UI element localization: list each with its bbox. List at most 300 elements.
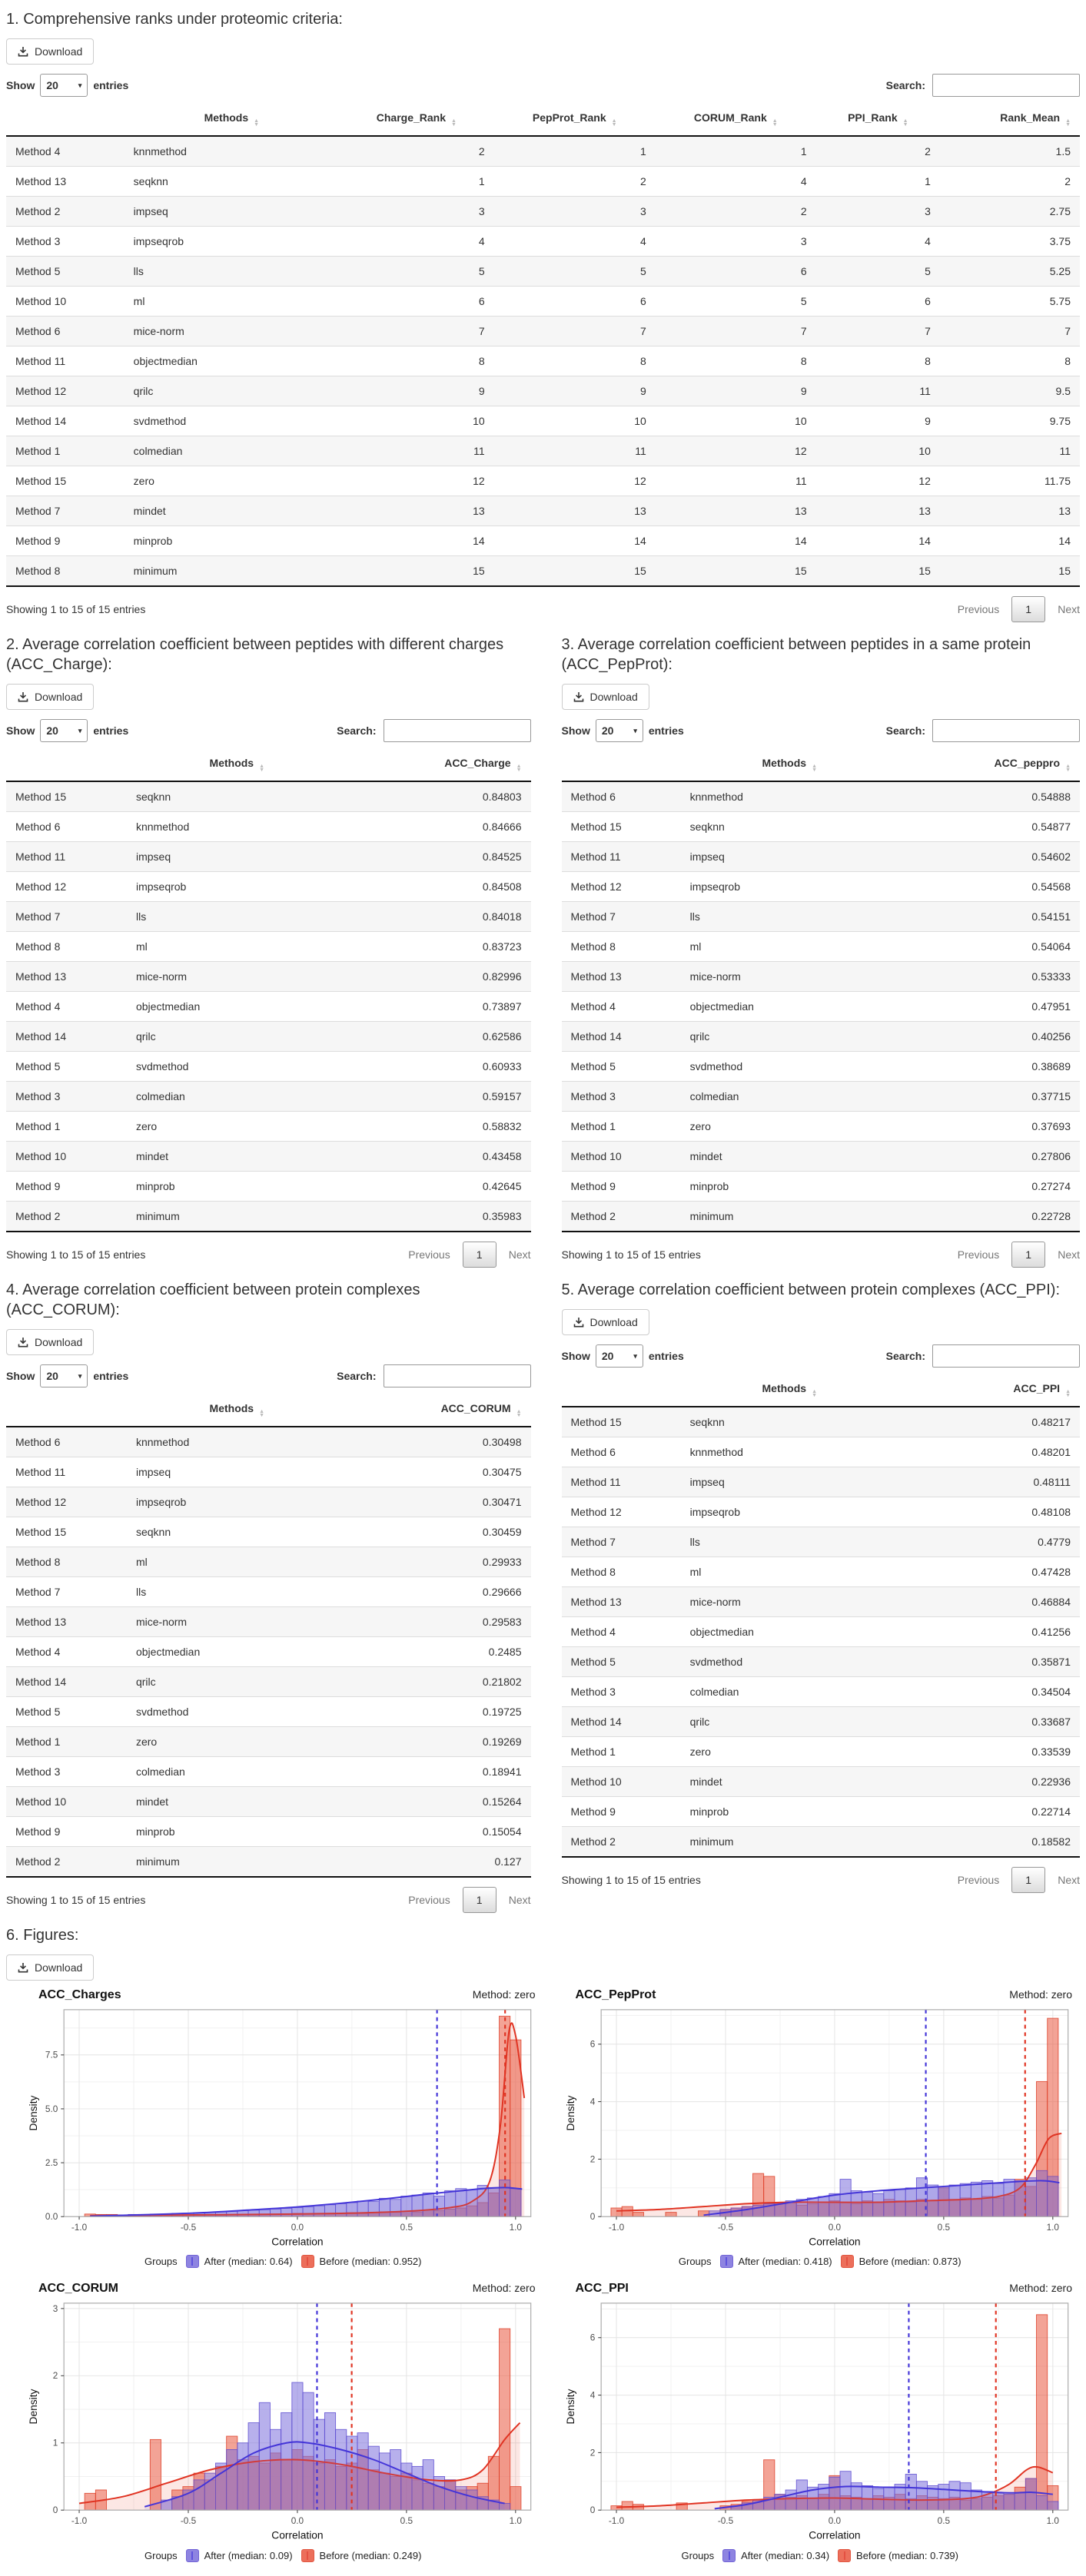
search-label: Search:: [885, 79, 925, 91]
row-label: Method 4: [6, 992, 127, 1022]
y-axis-label: Density: [564, 2389, 576, 2425]
sort-icon: ▲ ▼: [516, 764, 522, 773]
legend-label: Before (median: 0.249): [319, 2549, 422, 2561]
table-row: [562, 1467, 1081, 1497]
method-name: mindet: [681, 1142, 898, 1172]
legend-item: [841, 2255, 961, 2268]
svg-text:0.0: 0.0: [828, 2222, 841, 2233]
next-button[interactable]: Next: [508, 1894, 531, 1906]
row-label: Method 4: [6, 1637, 127, 1667]
column-header-corum_rank[interactable]: CORUM_Rank ▲ ▼: [656, 103, 816, 136]
search-input-acc-charge[interactable]: [384, 719, 531, 742]
svg-text:0.5: 0.5: [937, 2222, 950, 2233]
show-label: Show: [6, 724, 35, 737]
column-header-methods[interactable]: Methods ▲ ▼: [127, 748, 347, 781]
method-name: zero: [681, 1737, 898, 1767]
value-cell: 0.4779: [898, 1527, 1080, 1557]
legend-swatch: [301, 2255, 314, 2268]
row-label: Method 14: [6, 1667, 127, 1697]
row-label: Method 8: [6, 556, 125, 587]
method-name: qrilc: [681, 1022, 898, 1052]
svg-text:1.0: 1.0: [509, 2222, 523, 2233]
method-name: objectmedian: [127, 1637, 347, 1667]
table-row: [6, 1172, 531, 1202]
column-header-acc_corum[interactable]: ACC_CORUM ▲ ▼: [347, 1394, 531, 1427]
table-row: [562, 1827, 1081, 1858]
table-row: [562, 1052, 1081, 1082]
svg-text:-1.0: -1.0: [608, 2222, 624, 2233]
table-footer: [6, 1887, 531, 1913]
table-row: [6, 376, 1080, 406]
value-cell: 0.30475: [347, 1457, 531, 1487]
value-cell: 0.37715: [898, 1082, 1080, 1112]
column-header-methods[interactable]: Methods ▲ ▼: [125, 103, 339, 136]
method-name: zero: [125, 466, 339, 496]
search-label: Search:: [337, 1370, 377, 1382]
table-row: [6, 1667, 531, 1697]
svg-text:-1.0: -1.0: [71, 2516, 88, 2527]
table-row: [6, 496, 1080, 526]
method-name: minimum: [681, 1202, 898, 1232]
row-label: Method 11: [562, 1467, 681, 1497]
table-row: [6, 1787, 531, 1817]
entries-length-control: [562, 719, 684, 742]
value-cell: 0.29666: [347, 1577, 531, 1607]
search-control: [886, 1344, 1080, 1368]
page-1-button[interactable]: 1: [1011, 596, 1045, 622]
row-label: Method 2: [6, 1202, 127, 1232]
method-name: impseq: [127, 842, 347, 872]
table-row: [6, 872, 531, 902]
row-label: Method 5: [562, 1647, 681, 1677]
legend-item: [301, 2549, 422, 2562]
download-button-acc-ppi[interactable]: [562, 1309, 649, 1335]
svg-text:2: 2: [52, 2371, 58, 2382]
page-1-button[interactable]: 1: [463, 1887, 497, 1913]
download-button-acc-charge[interactable]: [6, 684, 94, 710]
value-cell: 12: [816, 466, 940, 496]
sort-icon: ▲ ▼: [1065, 118, 1071, 128]
value-cell: 0.19725: [347, 1697, 531, 1727]
legend-label: Before (median: 0.873): [859, 2256, 961, 2268]
table-row: [562, 1202, 1081, 1232]
table-row: [6, 1607, 531, 1637]
chart-legend: [26, 2255, 540, 2268]
svg-text:0: 0: [589, 2505, 595, 2516]
row-label: Method 6: [562, 1437, 681, 1467]
value-cell: 9: [656, 376, 816, 406]
row-label-header: [6, 748, 127, 781]
legend-item: [186, 2255, 293, 2268]
column-header-ppi_rank[interactable]: PPI_Rank ▲ ▼: [816, 103, 940, 136]
value-cell: 1: [816, 167, 940, 197]
row-label: Method 15: [6, 1517, 127, 1547]
value-cell: 0.19269: [347, 1727, 531, 1757]
legend-title: Groups: [681, 2549, 715, 2561]
table-row: [6, 466, 1080, 496]
entries-label: entries: [648, 1350, 684, 1362]
sort-icon: ▲ ▼: [812, 764, 818, 773]
entries-length-control: [6, 719, 128, 742]
legend-swatch: [722, 2549, 736, 2562]
sort-icon: ▲ ▼: [772, 118, 778, 128]
section-title-figures: 6. Figures:: [6, 1927, 79, 1944]
column-header-acc_ppi[interactable]: ACC_PPI ▲ ▼: [898, 1374, 1080, 1407]
row-label: Method 12: [562, 1497, 681, 1527]
sort-icon: ▲ ▼: [516, 1409, 522, 1418]
table-row: [562, 1112, 1081, 1142]
method-name: impseqrob: [127, 1487, 347, 1517]
search-label: Search:: [885, 724, 925, 737]
entries-select-acc-charge[interactable]: [40, 719, 88, 742]
table-row: [6, 1817, 531, 1847]
value-cell: 14: [494, 526, 656, 556]
download-button-ranks[interactable]: [6, 38, 94, 65]
show-label: Show: [6, 79, 35, 91]
row-label: Method 13: [6, 167, 125, 197]
table-row: [6, 1697, 531, 1727]
table-row: [6, 346, 1080, 376]
acc-pepprot-table: [562, 748, 1081, 1232]
value-cell: 0.21802: [347, 1667, 531, 1697]
next-button[interactable]: Next: [1058, 1874, 1080, 1886]
row-label: Method 12: [6, 1487, 127, 1517]
section-title-ranks: 1. Comprehensive ranks under proteomic criteria:: [6, 11, 343, 28]
ranks-table: [6, 103, 1080, 587]
show-label: Show: [561, 1350, 590, 1362]
table-row: [562, 872, 1081, 902]
page-1-button[interactable]: 1: [1011, 1242, 1045, 1268]
caret-down-icon: ▾: [633, 726, 637, 734]
sort-icon: ▲ ▼: [902, 118, 908, 128]
entries-value: 20: [46, 724, 58, 737]
chart-legend: [563, 2549, 1078, 2562]
column-header-methods[interactable]: Methods ▲ ▼: [127, 1394, 347, 1427]
legend-title: Groups: [144, 2256, 178, 2268]
value-cell: 0.30498: [482, 1436, 522, 1448]
y-axis-label: Density: [27, 2389, 39, 2425]
column-header-methods[interactable]: Methods ▲ ▼: [681, 748, 898, 781]
previous-button[interactable]: Previous: [957, 1874, 1000, 1886]
next-button[interactable]: Next: [1058, 603, 1080, 615]
method-name: zero: [127, 1727, 347, 1757]
value-cell: 0.58832: [347, 1112, 531, 1142]
entries-select-acc-corum[interactable]: [40, 1364, 88, 1387]
row-label: Method 1: [6, 436, 125, 466]
search-control: [337, 719, 530, 742]
table-row: [6, 197, 1080, 227]
row-label: Method 14: [562, 1707, 681, 1737]
value-cell: 0.48201: [898, 1437, 1080, 1467]
method-name: svdmethod: [681, 1647, 898, 1677]
value-cell: 4: [339, 227, 494, 257]
table-row: [562, 1707, 1081, 1737]
value-cell: 0.48108: [898, 1497, 1080, 1527]
pagination: [958, 596, 1080, 622]
value-cell: 9: [494, 376, 656, 406]
pagination: [408, 1887, 530, 1913]
entries-value: 20: [601, 724, 614, 737]
table-row: [562, 842, 1081, 872]
entries-label: entries: [93, 724, 129, 737]
table-row: [562, 1647, 1081, 1677]
legend-swatch: [841, 2255, 854, 2268]
svg-text:0.5: 0.5: [400, 2222, 413, 2233]
row-label: Method 9: [562, 1797, 681, 1827]
value-cell: 0.48217: [1031, 1416, 1071, 1428]
table-row: [562, 812, 1081, 842]
table-controls: [6, 74, 1080, 97]
caret-down-icon: ▾: [78, 81, 82, 89]
method-name: minprob: [125, 526, 339, 556]
svg-text:0.5: 0.5: [937, 2516, 950, 2527]
value-cell: 0.42645: [347, 1172, 531, 1202]
caret-down-icon: ▾: [78, 1371, 82, 1380]
next-button[interactable]: Next: [1058, 1248, 1080, 1261]
method-name: mice-norm: [127, 962, 347, 992]
svg-text:-0.5: -0.5: [180, 2222, 197, 2233]
section-title-acc-charge: 2. Average correlation coefficient between peptides with different charges (ACC_Charge):: [6, 636, 504, 673]
table-row: [6, 1052, 531, 1082]
legend-label: After (median: 0.418): [738, 2256, 832, 2268]
value-cell: 0.22728: [898, 1202, 1080, 1232]
entries-value: 20: [46, 1370, 58, 1382]
page-1-button[interactable]: 1: [463, 1242, 497, 1268]
value-cell: 14: [940, 526, 1080, 556]
table-row: [562, 1617, 1081, 1647]
row-label: Method 14: [562, 1022, 681, 1052]
svg-text:-1.0: -1.0: [71, 2222, 88, 2233]
row-label: Method 8: [6, 1547, 127, 1577]
value-cell: 6: [816, 287, 940, 317]
table-row: [562, 1407, 1081, 1437]
row-label: Method 3: [6, 1082, 127, 1112]
section-acc-ppi: [543, 1272, 1081, 1918]
value-cell: 0.27806: [898, 1142, 1080, 1172]
method-name: impseq: [681, 1467, 898, 1497]
value-cell: 15: [940, 556, 1080, 587]
row-label: Method 14: [6, 406, 125, 436]
svg-text:0.0: 0.0: [828, 2516, 841, 2527]
method-name: colmedian: [125, 436, 339, 466]
search-input-acc-corum[interactable]: [384, 1364, 531, 1387]
table-row: [6, 167, 1080, 197]
sort-icon: ▲ ▼: [812, 1389, 818, 1398]
legend-label: After (median: 0.64): [204, 2256, 293, 2268]
legend-swatch: [186, 2255, 199, 2268]
table-row: [6, 842, 531, 872]
legend-swatch: [186, 2549, 199, 2562]
value-cell: 15: [816, 556, 940, 587]
method-name: impseqrob: [681, 1497, 898, 1527]
search-input-acc-pepprot[interactable]: [932, 719, 1080, 742]
value-cell: 7: [656, 317, 816, 346]
value-cell: 9.5: [940, 376, 1080, 406]
sort-icon: ▲ ▼: [1065, 764, 1071, 773]
row-label-header: [562, 1374, 681, 1407]
table-row: [6, 1577, 531, 1607]
value-cell: 0.84525: [347, 842, 531, 872]
method-name: knnmethod: [133, 145, 187, 157]
method-name: impseq: [125, 197, 339, 227]
svg-text:0: 0: [589, 2212, 595, 2223]
method-name: knnmethod: [135, 1436, 190, 1448]
pagination: [958, 1242, 1080, 1268]
chart-title: ACC_PPI: [575, 2282, 629, 2296]
column-header-pepprot_rank[interactable]: PepProt_Rank ▲ ▼: [494, 103, 656, 136]
entries-select-ranks[interactable]: [40, 74, 88, 97]
row-label: Method 12: [6, 376, 125, 406]
download-label: Download: [589, 1316, 638, 1328]
previous-button[interactable]: Previous: [957, 603, 1000, 615]
table-row: [562, 1527, 1081, 1557]
row-label: Method 12: [6, 872, 127, 902]
row-label: Method 10: [6, 287, 125, 317]
row-label: Method 4: [15, 145, 61, 157]
value-cell: 13: [494, 496, 656, 526]
entries-select-acc-pepprot[interactable]: [596, 719, 643, 742]
method-name: mice-norm: [125, 317, 339, 346]
row-label: Method 6: [570, 791, 616, 803]
value-cell: 0.38689: [898, 1052, 1080, 1082]
value-cell: 5: [339, 257, 494, 287]
value-cell: 6: [494, 287, 656, 317]
page-1-button[interactable]: 1: [1011, 1867, 1045, 1893]
method-name: lls: [125, 257, 339, 287]
figure-acc_pepprot: [543, 1981, 1081, 2274]
showing-info: Showing 1 to 15 of 15 entries: [6, 1894, 146, 1906]
show-label: Show: [6, 1370, 35, 1382]
chart-header: [26, 2282, 540, 2297]
value-cell: 3.75: [940, 227, 1080, 257]
svg-text:7.5: 7.5: [45, 2050, 58, 2060]
search-input-ranks[interactable]: [932, 74, 1080, 97]
table-row: [6, 932, 531, 962]
column-header-methods[interactable]: Methods ▲ ▼: [681, 1374, 898, 1407]
row-label: Method 13: [562, 1587, 681, 1617]
section-title-acc-ppi: 5. Average correlation coefficient between protein complexes (ACC_PPI):: [561, 1281, 1060, 1298]
previous-button[interactable]: Previous: [957, 1248, 1000, 1261]
chart-method-annotation: Method: zero: [1009, 1988, 1072, 2001]
value-cell: 3: [816, 197, 940, 227]
row-label: Method 1: [562, 1737, 681, 1767]
value-cell: 0.54877: [898, 812, 1080, 842]
svg-text:4: 4: [589, 2390, 595, 2401]
table-row: [6, 526, 1080, 556]
download-button-acc-pepprot[interactable]: [562, 684, 649, 710]
row-label: Method 3: [562, 1082, 681, 1112]
table-controls: [6, 719, 531, 742]
svg-text:6: 6: [589, 2039, 595, 2050]
value-cell: 0.60933: [347, 1052, 531, 1082]
row-label-header: [6, 103, 125, 136]
download-button-acc-corum[interactable]: [6, 1329, 94, 1355]
column-header-charge_rank[interactable]: Charge_Rank ▲ ▼: [339, 103, 494, 136]
value-cell: 0.53333: [898, 962, 1080, 992]
value-cell: 0.54602: [898, 842, 1080, 872]
value-cell: 0.43458: [347, 1142, 531, 1172]
value-cell: 12: [339, 466, 494, 496]
next-button[interactable]: Next: [508, 1248, 531, 1261]
previous-button[interactable]: Previous: [408, 1894, 450, 1906]
row-label: Method 4: [562, 1617, 681, 1647]
table-row: [6, 992, 531, 1022]
value-cell: 0.33687: [898, 1707, 1080, 1737]
value-cell: 5: [656, 287, 816, 317]
search-input-acc-ppi[interactable]: [932, 1344, 1080, 1368]
value-cell: 8: [656, 346, 816, 376]
value-cell: 4: [816, 227, 940, 257]
value-cell: 3: [656, 227, 816, 257]
table-row: [6, 287, 1080, 317]
svg-text:2: 2: [589, 2154, 595, 2165]
chart-header: [563, 2282, 1078, 2297]
row-label: Method 8: [562, 932, 681, 962]
x-axis-label: Correlation: [808, 2236, 861, 2248]
method-name: minimum: [681, 1827, 898, 1858]
value-cell: 0.37693: [898, 1112, 1080, 1142]
method-name: objectmedian: [681, 1617, 898, 1647]
value-cell: 0.29583: [347, 1607, 531, 1637]
entries-select-acc-ppi[interactable]: [596, 1344, 643, 1368]
column-header-acc_charge[interactable]: ACC_Charge ▲ ▼: [347, 748, 531, 781]
method-name: colmedian: [681, 1082, 898, 1112]
entries-length-control: [6, 1364, 128, 1387]
previous-button[interactable]: Previous: [408, 1248, 450, 1261]
entries-label: entries: [93, 1370, 129, 1382]
table-row: [562, 1587, 1081, 1617]
table-row: [6, 781, 531, 812]
value-cell: 0.30459: [347, 1517, 531, 1547]
value-cell: 2: [478, 145, 485, 157]
table-row: [562, 1437, 1081, 1467]
showing-info: Showing 1 to 15 of 15 entries: [561, 1248, 701, 1261]
value-cell: 0.127: [347, 1847, 531, 1878]
column-header-acc_peppro[interactable]: ACC_peppro ▲ ▼: [898, 748, 1080, 781]
row-label: Method 11: [6, 346, 125, 376]
chart-title: ACC_PepProt: [575, 1988, 656, 2001]
chart-legend: [563, 2255, 1078, 2268]
svg-text:0.0: 0.0: [291, 2222, 304, 2233]
method-name: knnmethod: [689, 791, 743, 803]
method-name: knnmethod: [681, 1437, 898, 1467]
svg-text:1.0: 1.0: [1046, 2222, 1059, 2233]
download-label: Download: [589, 691, 638, 703]
svg-text:2: 2: [589, 2448, 595, 2458]
chart-title: ACC_Charges: [38, 1988, 121, 2001]
chart-method-annotation: Method: zero: [1009, 2282, 1072, 2295]
download-button-figures[interactable]: [6, 1954, 94, 1981]
table-row: [562, 1797, 1081, 1827]
value-cell: 11: [816, 376, 940, 406]
row-label: Method 7: [562, 902, 681, 932]
method-name: qrilc: [681, 1707, 898, 1737]
column-header-rank_mean[interactable]: Rank_Mean ▲ ▼: [940, 103, 1080, 136]
chart-legend: [26, 2549, 540, 2562]
table-footer: [562, 1867, 1081, 1893]
figure-acc_corum: [6, 2274, 543, 2568]
row-label: Method 14: [6, 1022, 127, 1052]
value-cell: 0.62586: [347, 1022, 531, 1052]
table-row: [6, 227, 1080, 257]
legend-label: Before (median: 0.739): [856, 2549, 958, 2561]
row-label: Method 5: [6, 1052, 127, 1082]
row-label: Method 15: [6, 466, 125, 496]
value-cell: 0.82996: [347, 962, 531, 992]
method-name: ml: [127, 932, 347, 962]
value-cell: 11.75: [940, 466, 1080, 496]
row-label: Method 3: [6, 227, 125, 257]
